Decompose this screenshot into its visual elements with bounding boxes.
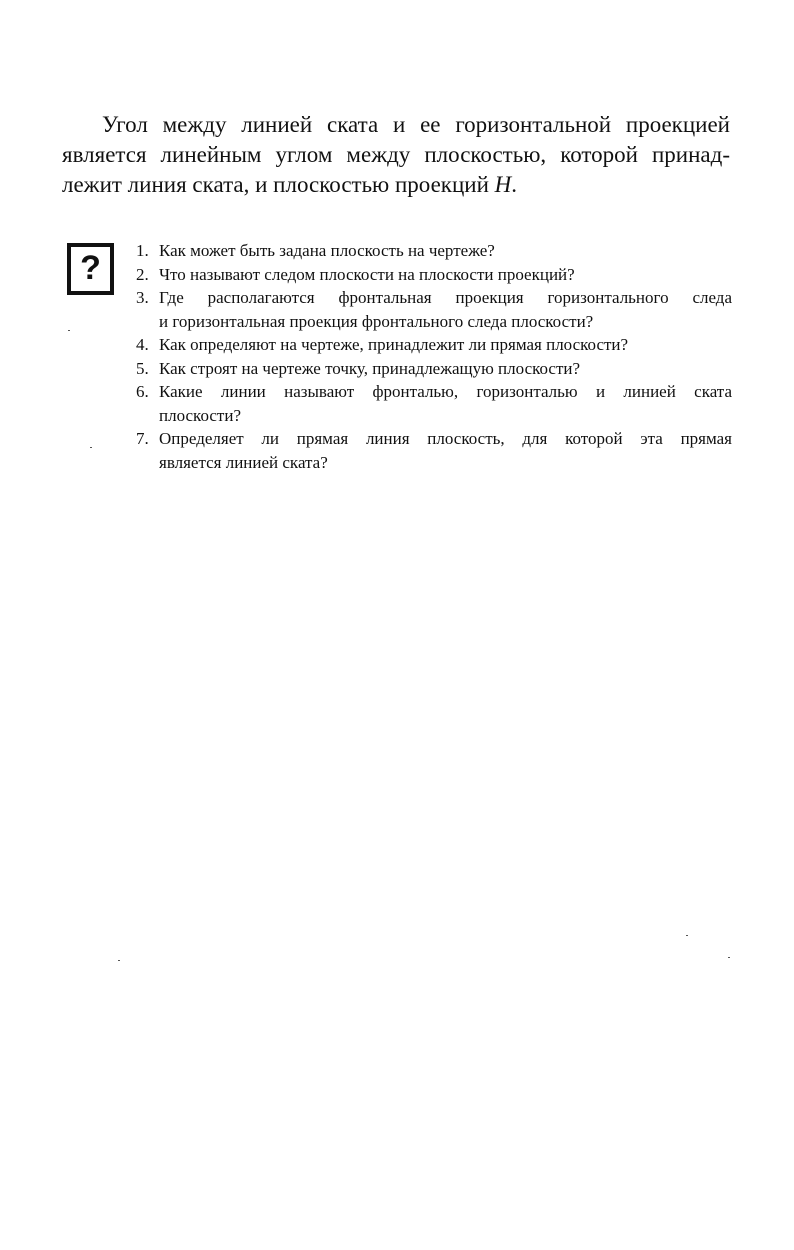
question-number: 5. [136, 358, 149, 378]
question-text: Как строят на чертеже точку, принадлежащую плоскости? [159, 358, 581, 378]
question-number: 4. [136, 335, 149, 354]
question-number: 2. [136, 264, 149, 284]
question-number: 6. [136, 382, 149, 401]
question-text-cont: является линией ската? [159, 452, 328, 472]
scan-speck [68, 330, 70, 331]
paragraph-line-2: является линейным углом между плоскостью, которой принад- [62, 142, 730, 167]
question-text: Какие линии называют фронталью, горизонталью и линией ската [159, 382, 732, 401]
question-item-2 [136, 263, 732, 287]
paragraph-line-3-text: лежит линия ската, и плоскостью проекций [62, 172, 495, 197]
question-item-6 [136, 380, 732, 427]
scan-speck [728, 957, 730, 958]
question-mark-icon [67, 243, 114, 295]
question-text-cont: плоскости? [159, 405, 241, 425]
question-text: Как может быть задана плоскость на чертеже? [159, 241, 495, 260]
question-number: 1. [136, 241, 149, 260]
paragraph-period: . [511, 172, 518, 197]
question-mark-glyph: ? [80, 249, 101, 287]
question-text: Как определяют на чертеже, принадлежит ли прямая плоскости? [159, 335, 629, 354]
paragraph-line-3 [62, 170, 730, 200]
review-questions-list [136, 239, 732, 474]
question-text: Где располагаются фронтальная проекция горизонтального следа [159, 288, 732, 307]
scan-speck [90, 447, 92, 448]
question-number: 7. [136, 429, 149, 448]
main-paragraph [62, 110, 730, 200]
question-item-7 [136, 427, 732, 474]
question-text: Определяет ли прямая линия плоскость, для которой эта прямая [159, 429, 732, 448]
question-item-4 [136, 333, 732, 357]
scan-speck [118, 960, 120, 961]
question-item-3 [136, 286, 732, 333]
scan-speck [686, 935, 688, 936]
question-item-1 [136, 239, 732, 263]
plane-h-symbol: H [494, 172, 512, 197]
question-text: Что называют следом плоскости на плоскости проекций? [159, 264, 575, 284]
question-item-5 [136, 357, 732, 381]
paragraph-line-1: Угол между линией ската и ее горизонтальной проекцией [102, 112, 730, 137]
question-number: 3. [136, 288, 149, 307]
question-text-cont: и горизонтальная проекция фронтального следа плоскости? [159, 311, 594, 331]
